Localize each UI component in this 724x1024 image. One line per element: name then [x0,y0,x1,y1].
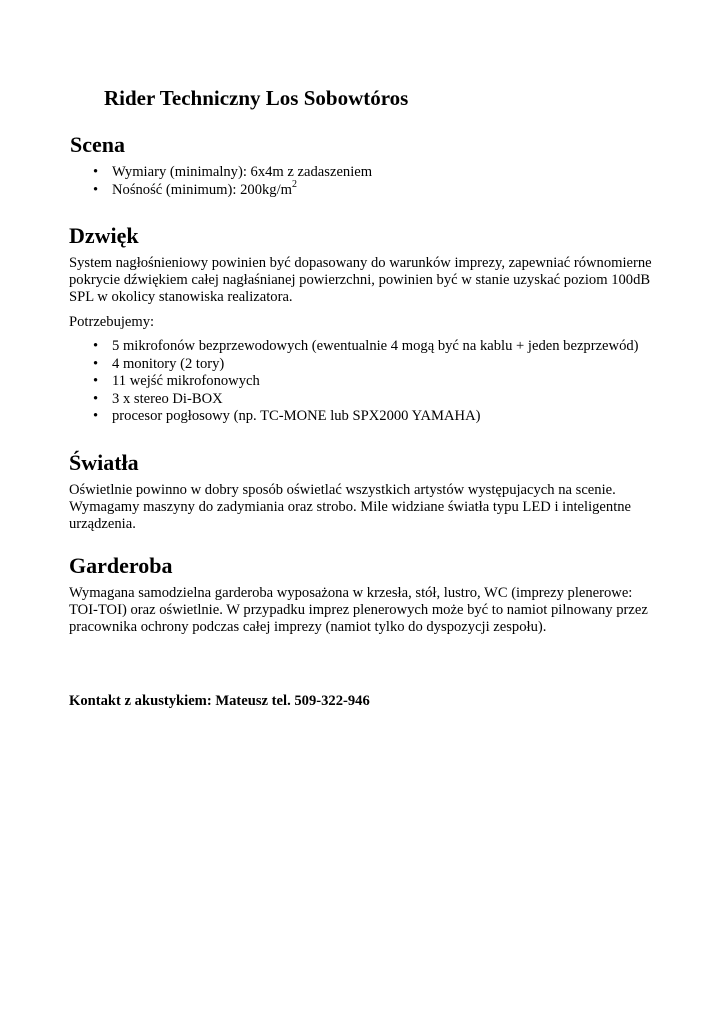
swiatla-paragraph [69,482,669,534]
paragraph-line: TOI-TOI) oraz oświetlnie. W przypadku imprez plenerowych może być to namiot pilnowany przez [69,602,648,619]
list-item [90,356,639,374]
section-heading-garderoba: Garderoba [69,553,173,578]
bullet-icon: • [93,390,99,407]
list-item-text: 11 wejść mikrofonowych [112,373,260,390]
needs-label: Potrzebujemy: [69,314,155,330]
list-item [90,408,639,426]
bullet-icon: • [93,373,99,390]
list-item-text: 5 mikrofonów bezprzewodowych (ewentualnie 4 mogą być na kablu + jeden bezprzewód) [112,338,639,354]
list-item-text: 4 monitory (2 tory) [112,355,225,372]
list-item [90,338,639,356]
bullet-icon: • [93,408,99,425]
contact-line: Kontakt z akustykiem: Mateusz tel. 509-322-946 [69,693,370,709]
dzwiek-paragraph [69,255,669,307]
paragraph-line: Wymagamy maszyny do zadymiania oraz strobo. Mile widziane światła typu LED i inteligentne [69,499,632,516]
paragraph-line: SPL w okolicy stanowiska realizatora. [69,289,293,306]
list-item-text: procesor pogłosowy (np. TC-MONE lub SPX2000 YAMAHA) [112,408,481,425]
bullet-icon: • [93,181,99,198]
list-item [90,373,639,391]
section-heading-swiatla: Światła [69,450,139,475]
list-item-text: Nośność (minimum): 200kg/m [112,181,292,198]
paragraph-line: Wymagana samodzielna garderoba wyposażona w krzesła, stół, lustro, WC (imprezy plenerowe: [69,585,633,601]
paragraph-line: urządzenia. [69,516,136,533]
list-item [90,178,372,200]
list-item-text: 3 x stereo Di-BOX [112,390,223,407]
bullet-icon: • [93,164,99,180]
list-item [90,391,639,409]
paragraph-line: pracownika ochrony podczas całej imprezy (namiot tylko do dyspozycji zespołu). [69,619,547,636]
document-title: Rider Techniczny Los Sobowtóros [104,86,409,110]
bullet-icon: • [93,338,99,354]
list-item [90,164,372,182]
superscript: 2 [292,178,297,190]
scena-list [90,164,372,199]
paragraph-line: Oświetlnie powinno w dobry sposób oświetlać wszystkich artystów występujacych na scenie. [69,482,616,498]
section-heading-scena: Scena [70,132,125,157]
section-heading-dzwiek: Dzwięk [69,223,139,248]
dzwiek-list [90,338,639,426]
paragraph-line: System nagłośnieniowy powinien być dopasowany do warunków imprezy, zapewniać równomierne [69,255,652,271]
paragraph-line: pokrycie dźwiękiem całej nagłaśnianej powierzchni, powinien być w stanie uzyskać poziom 100dB [69,272,651,289]
garderoba-paragraph [69,585,669,637]
list-item-text: Wymiary (minimalny): 6x4m z zadaszeniem [112,164,373,180]
bullet-icon: • [93,355,99,372]
